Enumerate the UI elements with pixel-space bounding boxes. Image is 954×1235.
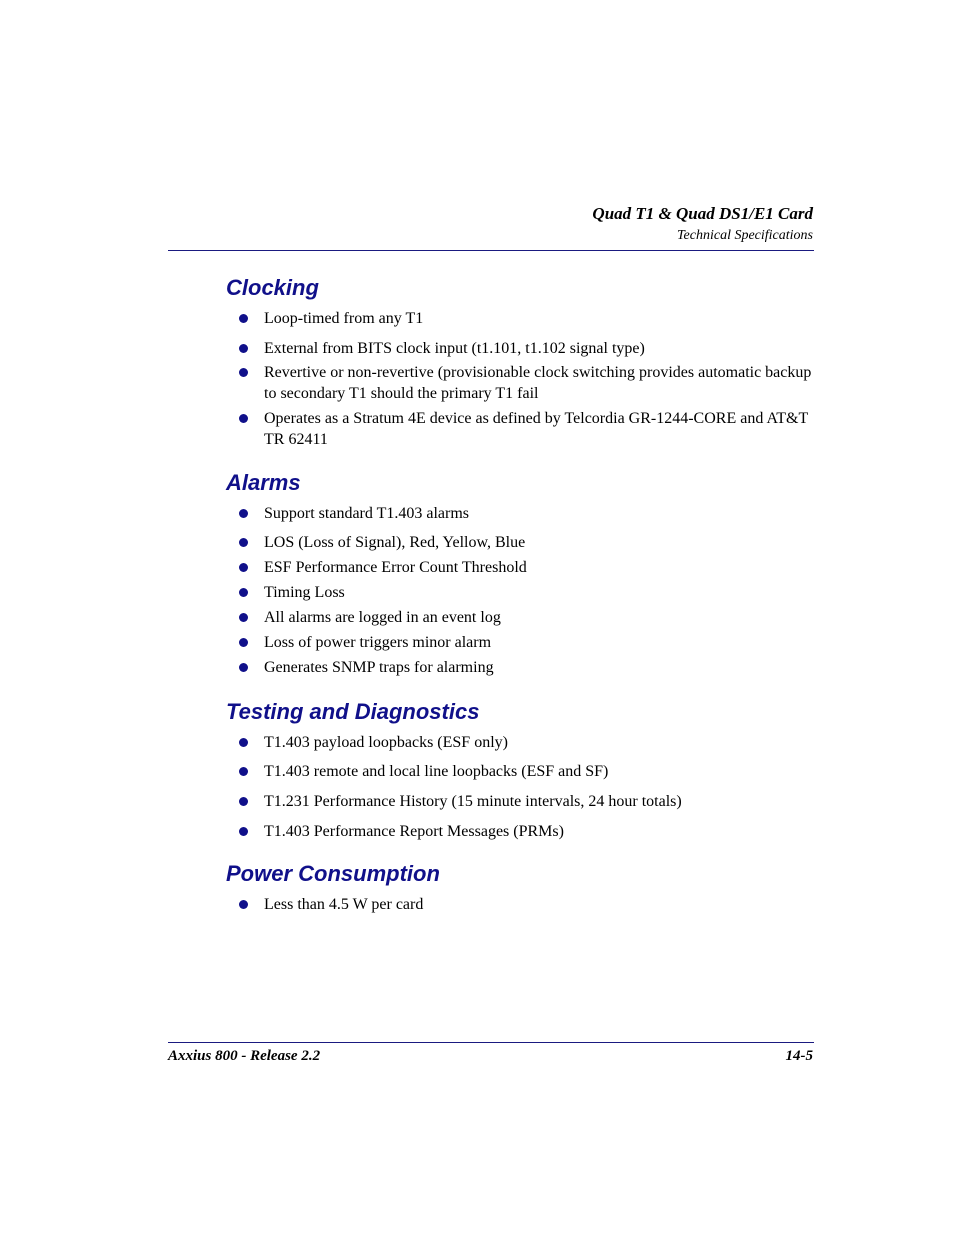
bullet-icon [239, 414, 248, 423]
list-item: Loop-timed from any T1 [226, 308, 814, 329]
bullet-icon [239, 368, 248, 377]
header-divider [168, 250, 814, 251]
list-item: Timing Loss [226, 582, 814, 603]
bullet-icon [239, 588, 248, 597]
bullet-icon [239, 767, 248, 776]
bullet-icon [239, 827, 248, 836]
list-item: Support standard T1.403 alarms [226, 503, 814, 524]
section-heading-power-consumption: Power Consumption [226, 861, 440, 886]
list-item: Less than 4.5 W per card [226, 894, 814, 915]
bullet-icon [239, 663, 248, 672]
page-number: 14-5 [785, 1048, 813, 1064]
list-item: Operates as a Stratum 4E device as defined by Telcordia GR-1244-CORE and AT&T TR 62411 [226, 408, 814, 450]
testing-list [226, 732, 814, 842]
bullet-icon [239, 538, 248, 547]
bullet-icon [239, 314, 248, 323]
list-item: T1.231 Performance History (15 minute intervals, 24 hour totals) [226, 791, 814, 812]
power-list [226, 894, 814, 915]
bullet-icon [239, 613, 248, 622]
bullet-icon [239, 509, 248, 518]
clocking-list [226, 308, 814, 450]
bullet-icon [239, 797, 248, 806]
list-item: LOS (Loss of Signal), Red, Yellow, Blue [226, 532, 814, 553]
section-heading-alarms: Alarms [226, 470, 301, 495]
bullet-icon [239, 344, 248, 353]
list-item: All alarms are logged in an event log [226, 607, 814, 628]
list-item: T1.403 Performance Report Messages (PRMs) [226, 821, 814, 842]
list-item: T1.403 payload loopbacks (ESF only) [226, 732, 814, 753]
list-item: ESF Performance Error Count Threshold [226, 557, 814, 578]
footer-document-title: Axxius 800 - Release 2.2 [168, 1048, 321, 1064]
footer-divider [168, 1042, 814, 1043]
alarms-list [226, 503, 814, 678]
section-heading-clocking: Clocking [226, 275, 319, 300]
list-item: External from BITS clock input (t1.101, t1.102 signal type) [226, 338, 814, 359]
running-header-title: Quad T1 & Quad DS1/E1 Card [592, 204, 813, 223]
bullet-icon [239, 638, 248, 647]
list-item: T1.403 remote and local line loopbacks (ESF and SF) [226, 761, 814, 782]
bullet-icon [239, 738, 248, 747]
list-item: Generates SNMP traps for alarming [226, 657, 814, 678]
page-body [226, 274, 814, 915]
list-item: Revertive or non-revertive (provisionable clock switching provides automatic backup to secondary T1 should the primary T1 fail [226, 362, 814, 404]
bullet-icon [239, 563, 248, 572]
running-header-subtitle: Technical Specifications [677, 228, 813, 243]
list-item: Loss of power triggers minor alarm [226, 632, 814, 653]
bullet-icon [239, 900, 248, 909]
section-heading-testing-and-diagnostics: Testing and Diagnostics [226, 699, 480, 724]
